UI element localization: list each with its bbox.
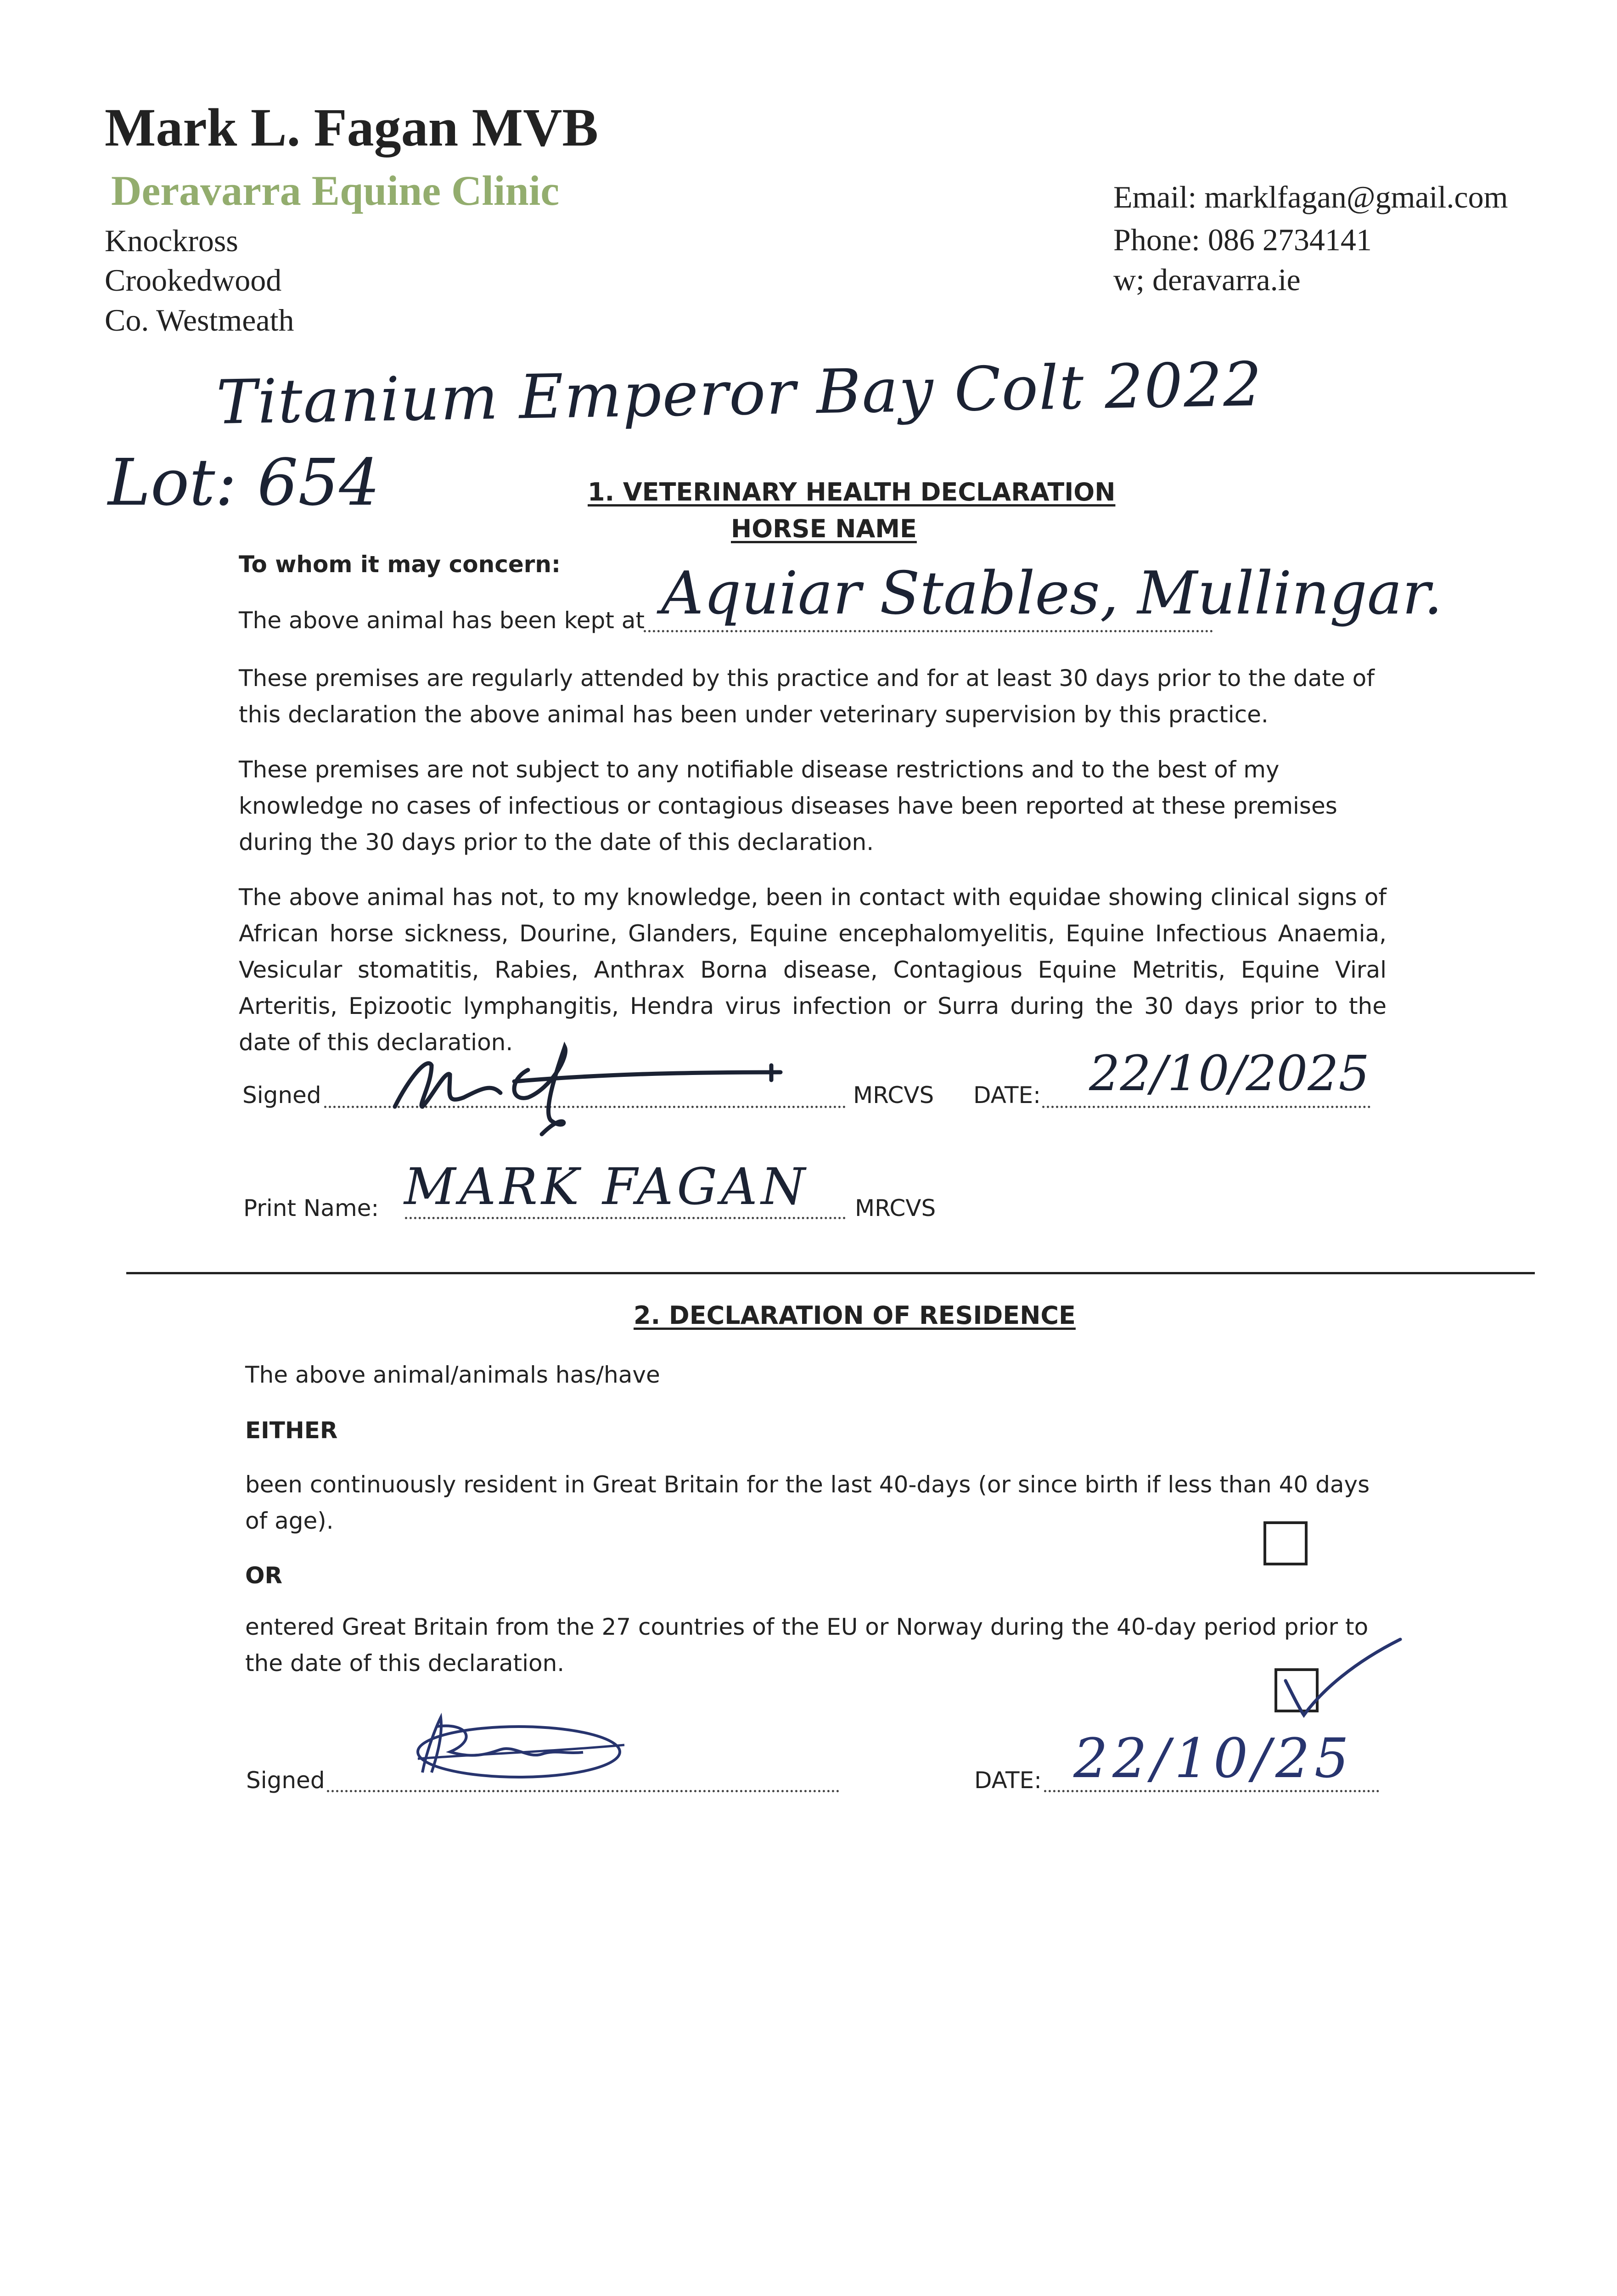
section1-date-label: DATE: [973,1082,1041,1109]
handwritten-horse-name: Titanium Emperor Bay Colt 2022 [216,349,1263,438]
or-label: OR [245,1562,283,1589]
print-name-value: MARK FAGAN [404,1157,809,1216]
either-label: EITHER [245,1417,338,1444]
section2-date-line [1044,1790,1379,1792]
print-name-mrcvs-label: MRCVS [855,1195,936,1221]
print-name-label: Print Name: [243,1195,379,1221]
contact-email: Email: marklfagan@gmail.com [1113,180,1508,214]
salutation: To whom it may concern: [239,551,561,578]
section2-heading: 2. DECLARATION OF RESIDENCE [634,1301,1076,1330]
address-line-3: Co. Westmeath [105,303,294,338]
handwritten-lot-number: Lot: 654 [108,445,380,520]
print-name-line [405,1217,846,1219]
clinic-name: Deravarra Equine Clinic [111,167,560,214]
section1-subheading: HORSE NAME [731,514,917,543]
option1-text: been continuously resident in Great Britain for the last 40-days (or since birth if less than 40 days of age). [245,1471,1370,1534]
section1-heading: 1. VETERINARY HEALTH DECLARATION [588,478,1116,506]
kept-at-label: The above animal has been kept at [239,607,645,634]
section2-date-value: 22/10/25 [1073,1727,1353,1790]
contact-web: w; deravarra.ie [1113,262,1301,297]
section1-paragraph-3: The above animal has not, to my knowledge, been in contact with equidae showing clinical signs of African horse sickness, Dourine, Glanders, Equine encephalomyelitis, Equine Infectious Anaemia, Vesicular stomatitis, Rabies, Anthrax Borna disease, Contagious Equine Metritis, Equine Viral Arteritis, Epizootic lymphangitis, Hendra virus infection or Surra during the 30 days prior to the date of this declaration. [239,884,1387,1056]
section-divider [126,1272,1535,1274]
section2-intro: The above animal/animals has/have [245,1362,660,1388]
section1-paragraph-1: These premises are regularly attended by this practice and for at least 30 days prior to the date of this declaration the above animal has been under veterinary supervision by this practice. [239,665,1375,728]
address-line-1: Knockross [105,223,238,258]
section1-signed-label: Signed [242,1082,321,1109]
section1-date-line [1042,1106,1370,1108]
option1-checkbox[interactable] [1263,1521,1308,1565]
section2-date-label: DATE: [974,1767,1042,1794]
contact-phone: Phone: 086 2734141 [1113,222,1372,257]
address-line-2: Crookedwood [105,263,282,298]
section1-date-value: 22/10/2025 [1089,1045,1370,1102]
option2-text: entered Great Britain from the 27 countries of the EU or Norway during the 40-day period prior to the date of this declaration. [245,1614,1369,1677]
section2-signature [409,1708,629,1795]
section1-signature [376,1029,790,1139]
option2-checkmark-icon [1272,1635,1409,1727]
kept-at-line [644,630,1213,632]
vet-name: Mark L. Fagan MVB [105,97,599,158]
section1-mrcvs-label: MRCVS [853,1082,934,1109]
kept-at-value: Aquiar Stables, Mullingar. [661,559,1443,628]
section1-paragraph-2: These premises are not subject to any notifiable disease restrictions and to the best of my knowledge no cases of infectious or contagious diseases have been reported at these premises during the 30 days prior to the date of this declaration. [239,756,1337,855]
section2-signed-label: Signed [246,1767,325,1794]
